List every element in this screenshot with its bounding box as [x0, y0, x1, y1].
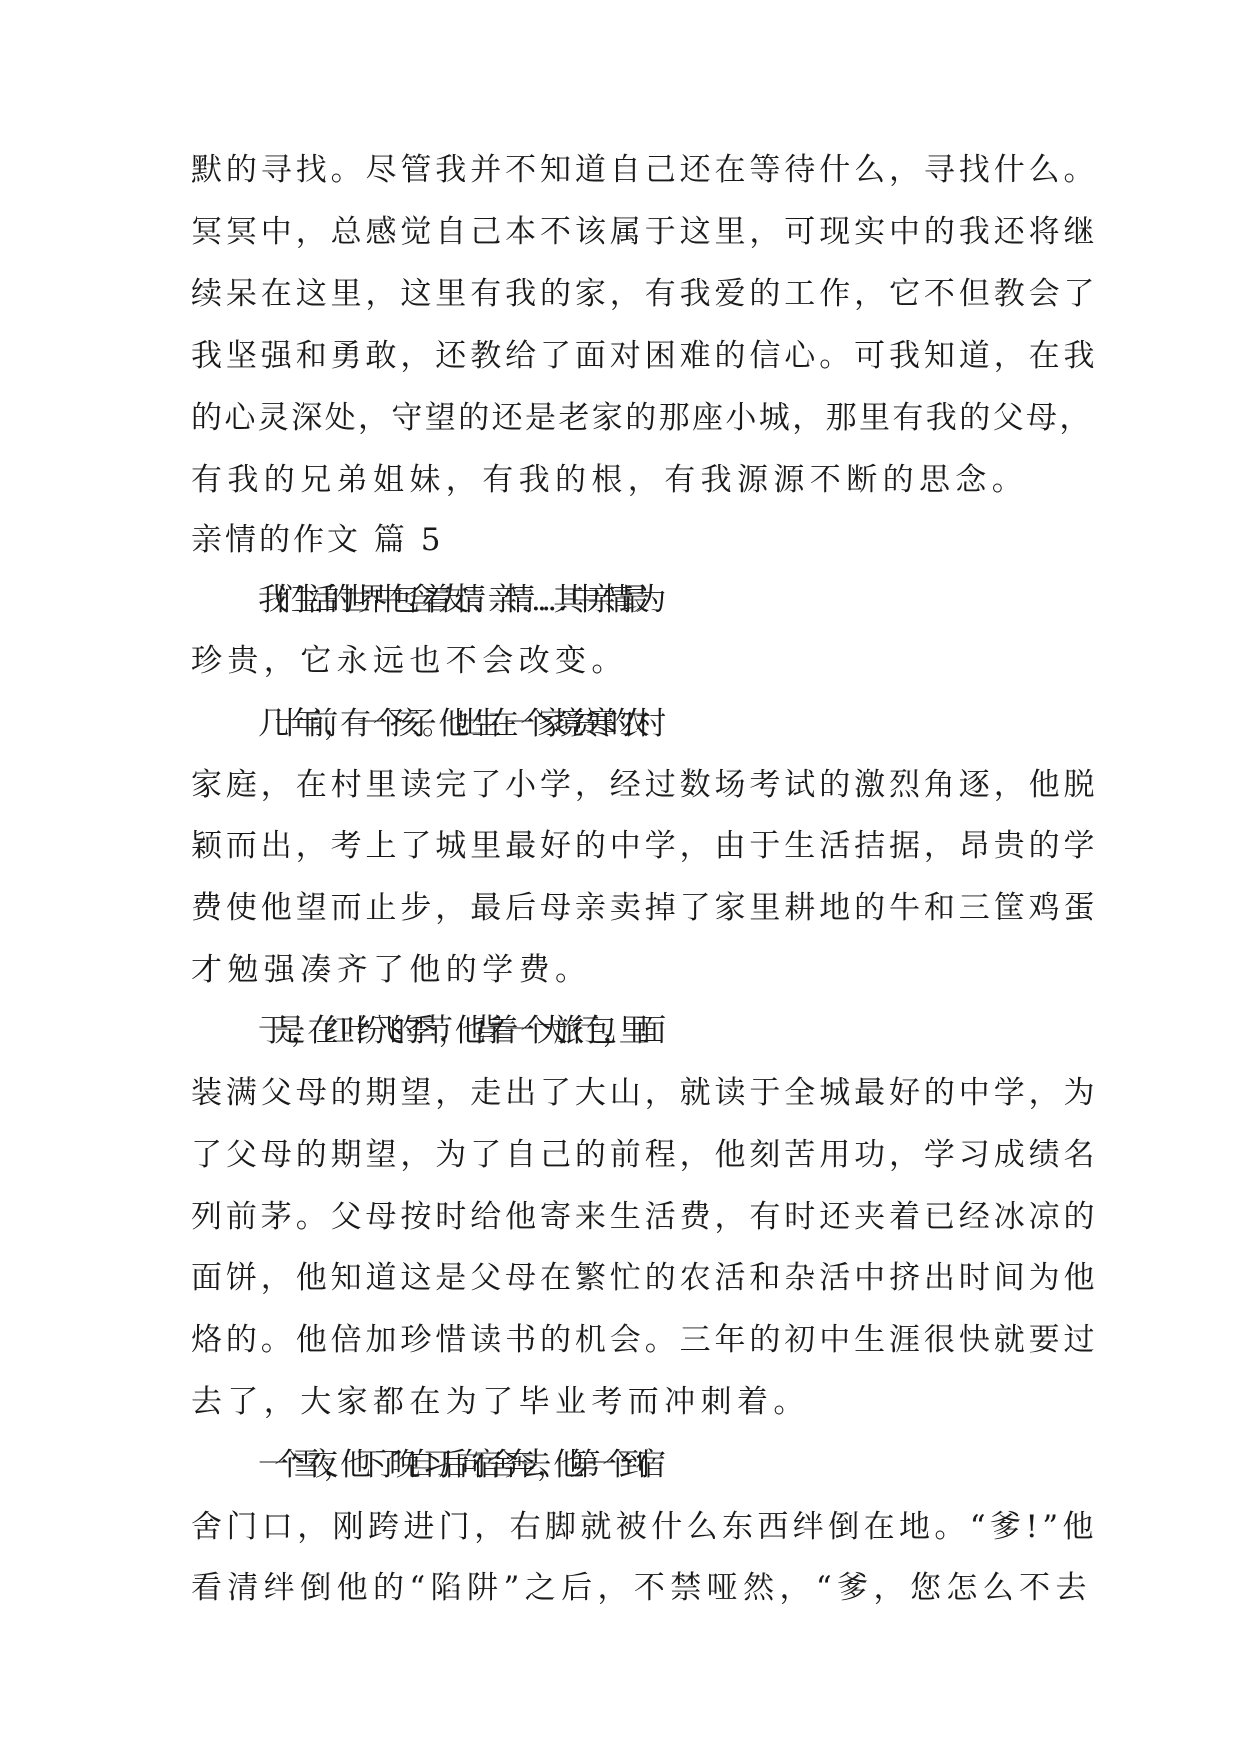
text-line: 装满父母的期望，走出了大山，就读于全城最好的中学，为: [191, 1075, 1099, 1111]
text-line: 看清绊倒他的“陷阱”之后，不禁哑然，“爹，您怎么不去: [191, 1570, 1092, 1606]
text-line: 默的寻找。尽管我并不知道自己还在等待什么，寻找什么。: [191, 152, 1099, 188]
paragraph-first-line: 几十年前，有一个孩子。他出生在一个家境贫寒的农村: [258, 706, 652, 742]
text-line: 费使他望而止步，最后母亲卖掉了家里耕地的牛和三筐鸡蛋: [191, 890, 1099, 926]
text-line: 家庭，在村里读完了小学，经过数场考试的激烈角逐，他脱: [191, 767, 1099, 803]
text-line: 续呆在这里，这里有我的家，有我爱的工作，它不但教会了: [191, 276, 1099, 312]
text-line: 颖而出，考上了城里最好的中学，由于生活拮据，昂贵的学: [191, 828, 1099, 864]
text-line: 烙的。他倍加珍惜读书的机会。三年的初中生涯很快就要过: [191, 1322, 1099, 1358]
section-heading: 亲情的作文 篇 5: [191, 522, 444, 558]
text-line: 冥冥中，总感觉自己本不该属于这里，可现实中的我还将继: [191, 214, 1099, 250]
paragraph-first-line: 一个雪夜，他下了晚自习后向宿舍奔去，他第一个到宿: [258, 1447, 652, 1483]
text-line: 面饼，他知道这是父母在繁忙的农活和杂活中挤出时间为他: [191, 1260, 1099, 1296]
text-line: 列前茅。父母按时给他寄来生活费，有时还夹着已经冰凉的: [191, 1199, 1099, 1235]
text-line: 的心灵深处，守望的还是老家的那座小城，那里有我的父母，: [191, 400, 1093, 436]
text-line: 舍门口，刚跨进门，右脚就被什么东西绊倒在地。“爹!”他: [191, 1509, 1098, 1545]
paragraph-first-line: 于是，在红叶纷飞的季节，他背着一个大旅行包，里面: [258, 1013, 652, 1049]
text-line: 珍贵，它永远也不会改变。: [191, 643, 628, 679]
text-line: 去了，大家都在为了毕业考而冲刺着。: [191, 1384, 810, 1420]
text-line: 才勉强凑齐了他的学费。: [191, 952, 592, 988]
text-line: 了父母的期望，为了自己的前程，他刻苦用功，学习成绩名: [191, 1137, 1099, 1173]
paragraph-first-line: 我们生活的世界中包含着友情、亲情……其中亲情最为: [258, 582, 652, 618]
text-line: 我坚强和勇敢，还教给了面对困难的信心。可我知道，在我: [191, 338, 1099, 374]
text-line: 有我的兄弟姐妹，有我的根，有我源源不断的思念。: [191, 462, 1029, 498]
